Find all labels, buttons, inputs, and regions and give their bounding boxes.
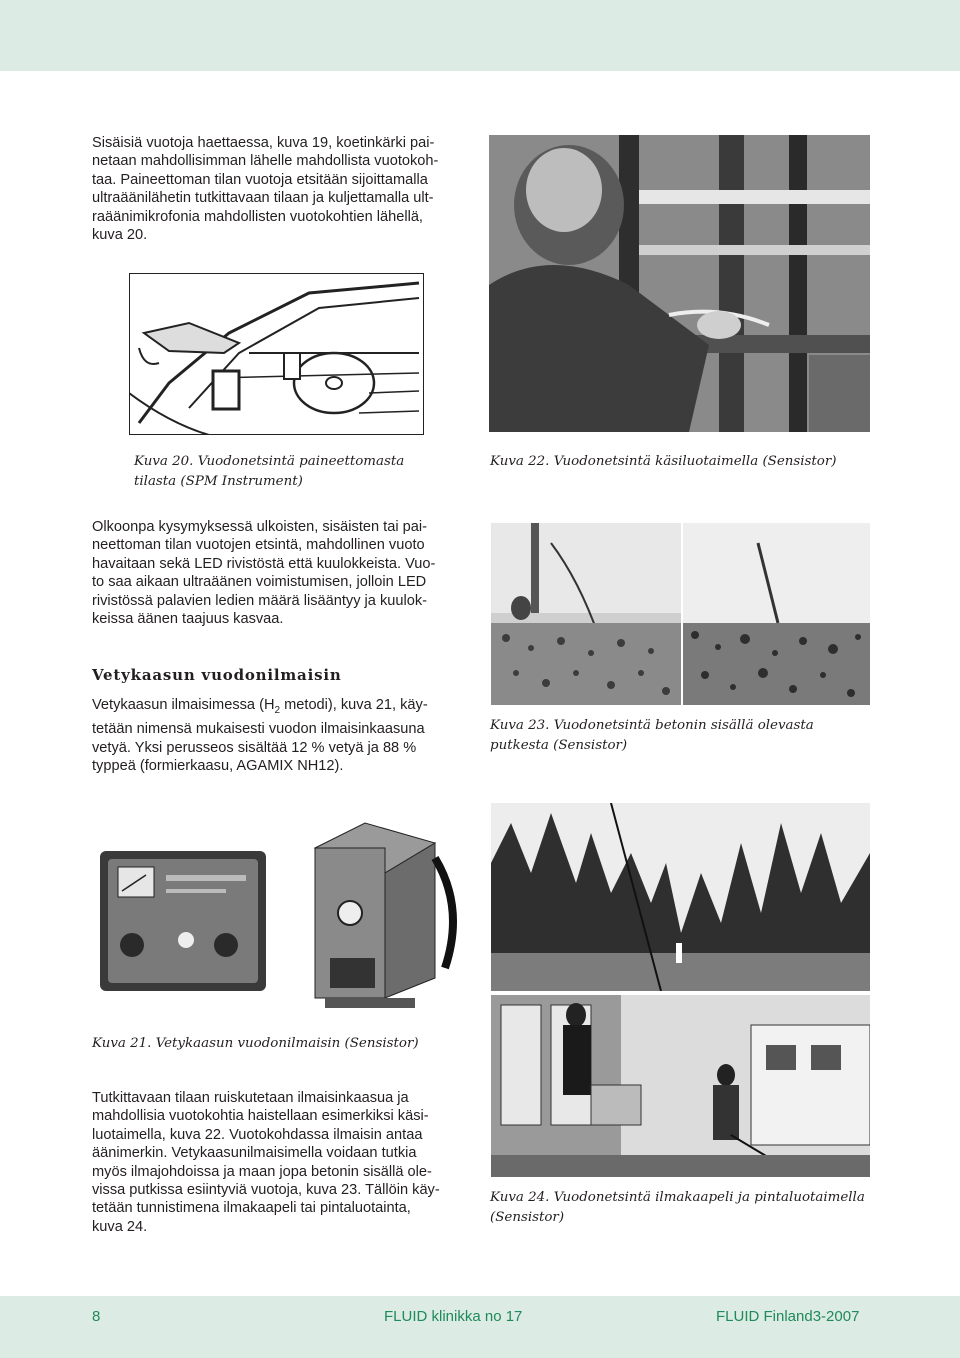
text-line: raäänimikrofonia mahdollisten vuotokohtien lähellä, <box>92 208 423 225</box>
text-line: ultraäänilähetin tutkittavaan tilaan ja kuljettamalla ult- <box>92 190 434 207</box>
second-paragraph <box>92 518 435 628</box>
kuva24-house-photo <box>491 995 870 1177</box>
top-band <box>0 0 960 71</box>
caption-line: tilasta (SPM Instrument) <box>134 474 303 489</box>
kuva23-photo-right <box>683 523 870 705</box>
text-line: keissa äänen taajuus kasvaa. <box>92 611 284 628</box>
text-line: taa. Paineettoman tilan vuotoja etsitään sijoittamalla <box>92 171 428 188</box>
section-heading: Vetykaasun vuodonilmaisin <box>92 666 342 684</box>
kuva21-device-panel <box>96 845 271 1000</box>
kuva24-caption <box>490 1188 865 1228</box>
text-fragment: Vetykaasun ilmaisimessa (H <box>92 697 275 713</box>
text-line: äänimerkin. Vetykaasunilmaisimella voidaan tutkia <box>92 1145 417 1162</box>
text-line: to saa aikaan ultraäänen voimistumisen, jolloin LED <box>92 574 427 591</box>
subscript: 2 <box>274 704 281 716</box>
text-line: vetyä. Yksi perusseos sisältää 12 % vetyä ja 88 % <box>92 739 417 756</box>
intro-paragraph <box>92 134 438 244</box>
kuva21-caption <box>92 1034 419 1054</box>
kuva20-caption <box>134 452 404 492</box>
page-number: 8 <box>92 1308 101 1325</box>
kuva23-caption <box>490 716 814 756</box>
footer-center-text: FLUID klinikka no 17 <box>384 1308 523 1325</box>
text-line: rivistössä palavien ledien määrä lisääntyy ja kuulok- <box>92 592 428 609</box>
bottom-band <box>0 1296 960 1358</box>
caption-line: Kuva 23. Vuodonetsintä betonin sisällä olevasta <box>490 718 814 733</box>
caption-line: (Sensistor) <box>490 1210 565 1225</box>
text-line: netaan mahdollisimman lähelle mahdollista vuotokoh- <box>92 153 439 170</box>
caption-line: Kuva 20. Vuodonetsintä paineettomasta <box>134 454 405 469</box>
caption-line: Kuva 24. Vuodonetsintä ilmakaapeli ja pintaluotaimella <box>490 1190 865 1205</box>
text-line <box>92 696 428 720</box>
caption-line: Kuva 21. Vetykaasun vuodonilmaisin (Sensistor) <box>92 1036 419 1051</box>
kuva23-photo-left <box>491 523 681 705</box>
text-line: tetään nimensä mukaisesti vuodon ilmaisinkaasuna <box>92 721 425 738</box>
last-paragraph <box>92 1089 440 1236</box>
kuva22-caption <box>490 452 837 472</box>
text-line: Tutkittavaan tilaan ruiskutetaan ilmaisinkaasua ja <box>92 1090 409 1106</box>
kuva22-worker-photo <box>489 135 870 432</box>
kuva20-car-drawing <box>129 273 424 435</box>
text-fragment: metodi), kuva 21, käy- <box>280 697 428 713</box>
footer-right-text: FLUID Finland3-2007 <box>716 1308 860 1325</box>
text-line: mahdollisia vuotokohtia haistellaan esimerkiksi käsi- <box>92 1108 429 1125</box>
text-line: tetään tunnistimena ilmakaapeli tai pintaluotainta, <box>92 1200 411 1217</box>
text-line: havaitaan sekä LED rivistöstä että kuulokkeista. Vuo- <box>92 555 436 572</box>
caption-line: Kuva 22. Vuodonetsintä käsiluotaimella (Sensistor) <box>490 454 837 469</box>
text-line: myös ilmajohdoissa ja maan jopa betonin sisällä ole- <box>92 1163 432 1180</box>
text-line: Sisäisiä vuotoja haettaessa, kuva 19, koetinkärki pai- <box>92 135 435 151</box>
text-line: kuva 20. <box>92 227 148 244</box>
text-line: neettoman tilan vuotojen etsintä, mahdollinen vuoto <box>92 537 425 554</box>
caption-line: putkesta (Sensistor) <box>490 738 628 753</box>
hydrogen-paragraph <box>92 696 428 776</box>
text-line: luotaimella, kuva 22. Vuotokohdassa ilmaisin antaa <box>92 1126 423 1143</box>
kuva21-device-case <box>295 818 470 1018</box>
kuva24-forest-photo <box>491 803 870 991</box>
text-line: kuva 24. <box>92 1218 148 1235</box>
text-line: Olkoonpa kysymyksessä ulkoisten, sisäisten tai pai- <box>92 519 427 535</box>
text-line: typpeä (formierkaasu, AGAMIX NH12). <box>92 758 344 775</box>
text-line: vissa putkissa esiintyviä vuotoja, kuva 23. Tällöin käy- <box>92 1182 440 1199</box>
